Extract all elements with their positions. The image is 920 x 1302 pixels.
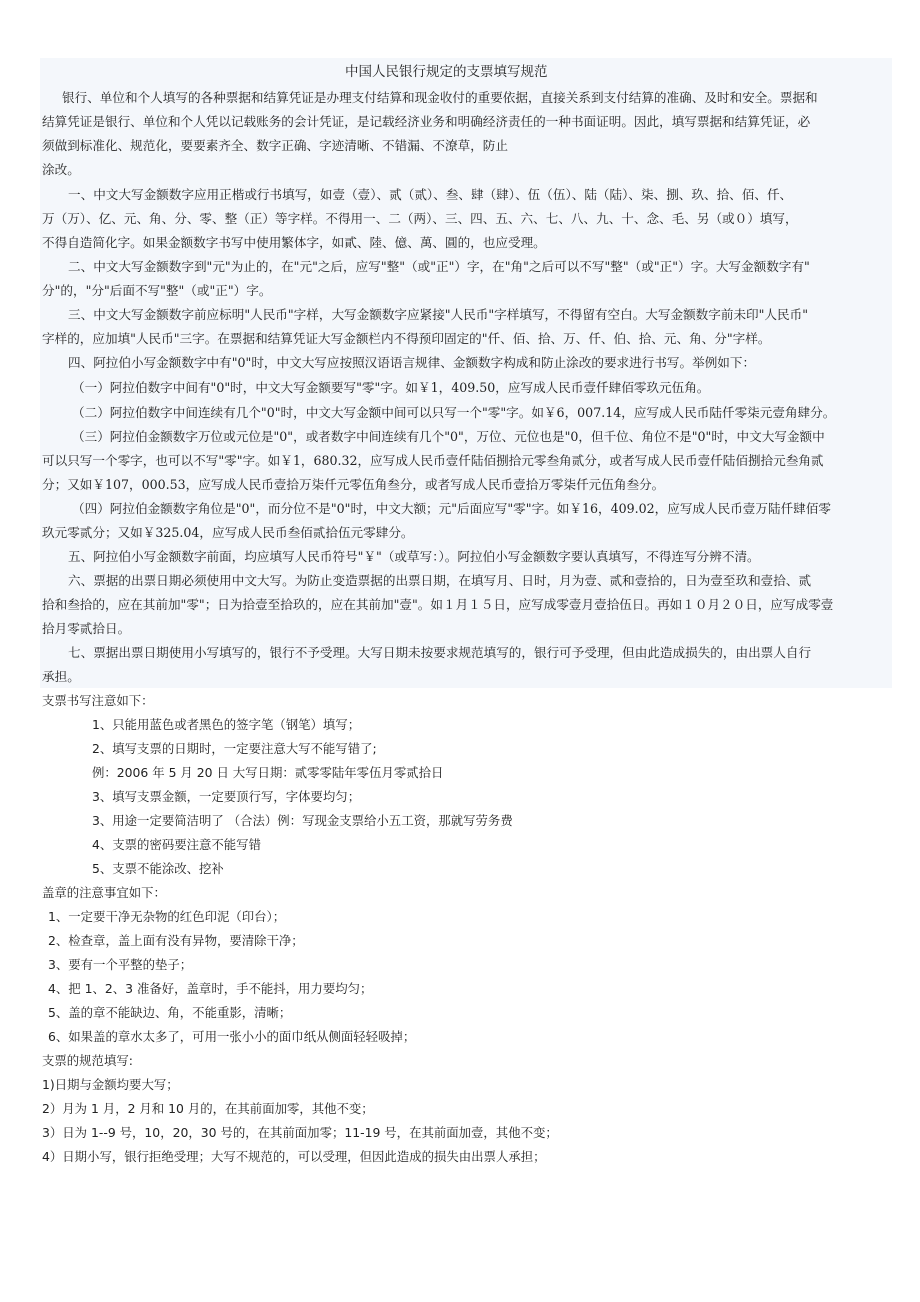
rule-6-line: 拾月零贰拾日。 xyxy=(42,621,131,636)
intro-line: 银行、单位和个人填写的各种票据和结算凭证是办理支付结算和现金收付的重要依据，直接关系到支付结算的准确、及时和安全。票据和 xyxy=(62,90,818,105)
rule-4-4-line: 玖元零贰分；又如￥325.04，应写成人民币叁佰贰拾伍元零肆分。 xyxy=(42,525,414,540)
stamp-item: 3、要有一个平整的垫子； xyxy=(48,957,193,972)
rule-3-line: 字样的，应加填"人民币"三字。在票据和结算凭证大写金额栏内不得预印固定的"仟、佰、拾、万、仟、伯、拾、元、角、分"字样。 xyxy=(42,331,771,346)
stamp-item: 2、检查章，盖上面有没有异物，要清除干净； xyxy=(48,933,304,948)
notes-example: 例：2006 年 5 月 20 日 大写日期：贰零零陆年零伍月零贰拾日 xyxy=(92,765,444,780)
document-title: 中国人民银行规定的支票填写规范 xyxy=(345,64,548,80)
stamp-heading: 盖章的注意事宜如下： xyxy=(42,885,166,900)
rule-4-line: 四、阿拉伯小写金额数字中有"0"时，中文大写应按照汉语语言规律、金额数字构成和防止涂改的要求进行书写。举例如下： xyxy=(68,355,756,370)
stamp-item: 5、盖的章不能缺边、角，不能重影，清晰； xyxy=(48,1005,292,1020)
standard-item: 1)日期与金额均要大写； xyxy=(42,1077,179,1092)
rule-7-line: 七、票据出票日期使用小写填写的，银行不予受理。大写日期未按要求规范填写的，银行可予受理，但由此造成损失的，由出票人自行 xyxy=(68,645,812,660)
rule-1-line: 一、中文大写金额数字应用正楷或行书填写，如壹（壹）、贰（贰）、叁、肆（肆）、伍（伍）、陆（陆）、柒、捌、玖、拾、佰、仟、 xyxy=(68,187,793,202)
notes-heading: 支票书写注意如下： xyxy=(42,693,154,708)
rule-1-line: 万（万）、亿、元、角、分、零、整（正）等字样。不得用一、二（两）、三、四、五、六、七、八、九、十、念、毛、另（或０）填写， xyxy=(42,211,798,226)
notes-item: 2、填写支票的日期时，一定要注意大写不能写错了; xyxy=(92,741,377,756)
rule-6-line: 六、票据的出票日期必须使用中文大写。为防止变造票据的出票日期，在填写月、日时，月为壹、贰和壹拾的，日为壹至玖和壹拾、贰 xyxy=(68,573,812,588)
notes-item: 3、用途一定要简洁明了 （合法）例：写现金支票给小五工资，那就写劳务费 xyxy=(92,813,513,828)
intro-line: 结算凭证是银行、单位和个人凭以记载账务的会计凭证，是记载经济业务和明确经济责任的一种书面证明。因此，填写票据和结算凭证，必 xyxy=(42,114,811,129)
stamp-item: 6、如果盖的章水太多了，可用一张小小的面巾纸从侧面轻轻吸掉； xyxy=(48,1029,416,1044)
rule-6-line: 拾和叁拾的，应在其前加"零"；日为拾壹至拾玖的，应在其前加"壹"。如１月１５日，应写成零壹月壹拾伍日。再如１０月２０日，应写成零壹 xyxy=(42,597,834,612)
standard-item: 3）日为 1--9 号，10，20，30 号的，在其前面加零；11-19 号，在其前面加壹，其他不变； xyxy=(42,1125,558,1140)
rule-5-line: 五、阿拉伯小写金额数字前面，均应填写人民币符号"￥"（或草写：）。阿拉伯小写金额数字要认真填写，不得连写分辨不清。 xyxy=(68,549,760,564)
rule-4-3-line: 分；又如￥107，000.53，应写成人民币壹拾万柒仟元零伍角叁分，或者写成人民币壹拾万零柒仟元伍角叁分。 xyxy=(42,477,665,492)
standard-heading: 支票的规范填写: xyxy=(42,1053,133,1068)
rule-4-4-line: （四）阿拉伯金额数字角位是"0"，而分位不是"0"时，中文大额；元"后面应写"零"字。如￥16，409.02，应写成人民币壹万陆仟肆佰零 xyxy=(72,501,831,516)
intro-line: 涂改。 xyxy=(42,162,80,177)
rule-4-3-line: 可以只写一个零字，也可以不写"零"字。如￥1，680.32，应写成人民币壹仟陆佰捌拾元零叁角贰分，或者写成人民币壹仟陆佰捌拾元叁角贰 xyxy=(42,453,824,468)
rule-7-line: 承担。 xyxy=(42,669,80,684)
notes-item: 1、只能用蓝色或者黑色的签字笔（钢笔）填写； xyxy=(92,717,361,732)
rule-4-3-line: （三）阿拉伯金额数字万位或元位是"0"，或者数字中间连续有几个"0"，万位、元位也是"0，但千位、角位不是"0"时，中文大写金额中 xyxy=(72,429,825,444)
notes-item: 5、支票不能涂改、挖补 xyxy=(92,861,224,876)
standard-item: 4）日期小写，银行拒绝受理；大写不规范的，可以受理，但因此造成的损失由出票人承担； xyxy=(42,1149,546,1164)
stamp-item: 1、一定要干净无杂物的红色印泥（印台）； xyxy=(48,909,286,924)
notes-item: 4、支票的密码要注意不能写错 xyxy=(92,837,261,852)
rule-3-line: 三、中文大写金额数字前应标明"人民币"字样，大写金额数字应紧接"人民币"字样填写，不得留有空白。大写金额数字前未印"人民币" xyxy=(68,307,809,322)
standard-item: 2）月为 1 月，2 月和 10 月的，在其前面加零，其他不变； xyxy=(42,1101,374,1116)
rule-2-line: 二、中文大写金额数字到"元"为止的，在"元"之后，应写"整"（或"正"）字，在"角"之后可以不写"整"（或"正"）字。大写金额数字有" xyxy=(68,259,810,274)
intro-line: 须做到标准化、规范化，要要素齐全、数字正确、字迹清晰、不错漏、不潦草，防止 xyxy=(42,138,508,153)
rule-4-1-line: （一）阿拉伯数字中间有"0"时，中文大写金额要写"零"字。如￥1，409.50，应写成人民币壹仟肆佰零玖元伍角。 xyxy=(72,380,710,395)
rule-2-line: 分"的，"分"后面不写"整"（或"正"）字。 xyxy=(42,283,272,298)
notes-item: 3、填写支票金额，一定要顶行写，字体要均匀； xyxy=(92,789,361,804)
rule-4-2-line: （二）阿拉伯数字中间连续有几个"0"时，中文大写金额中间可以只写一个"零"字。如￥6，007.14，应写成人民币陆仟零柒元壹角肆分。 xyxy=(72,405,836,420)
stamp-item: 4、把 1、2、3 准备好，盖章时，手不能抖，用力要均匀； xyxy=(48,981,373,996)
rule-1-line: 不得自造简化字。如果金额数字书写中使用繁体字，如貳、陸、億、萬、圓的，也应受理。 xyxy=(42,235,546,250)
